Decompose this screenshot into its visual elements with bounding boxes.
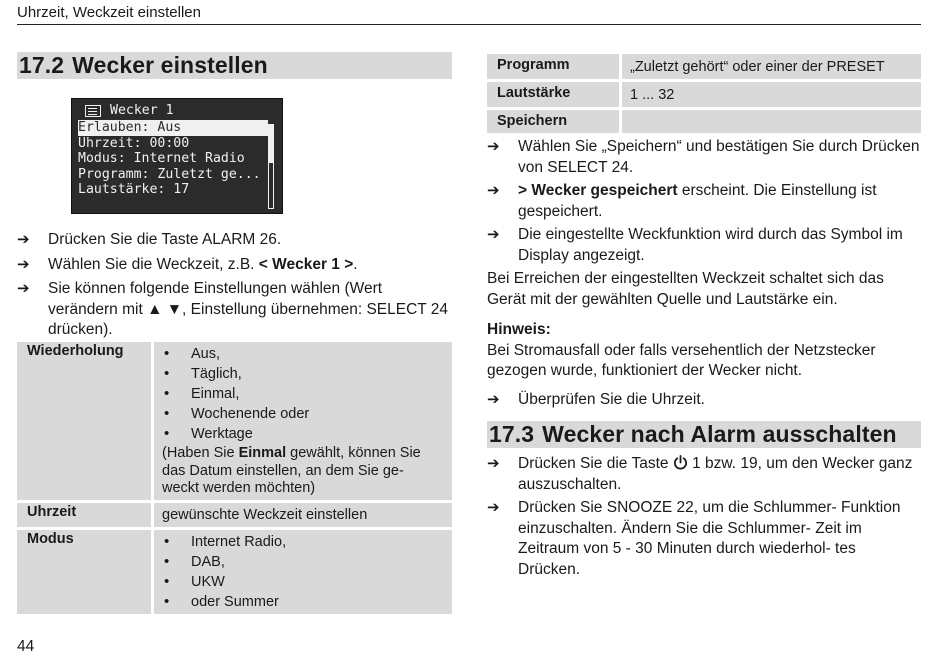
- table-row: [487, 54, 921, 79]
- arrow-right-icon: ➔: [487, 455, 500, 472]
- lcd-display: [71, 98, 283, 214]
- list-item: • Internet Radio,: [162, 532, 444, 552]
- list-item: • Wochenende oder: [162, 404, 444, 424]
- steps-list-17-3: [487, 454, 921, 580]
- step-text: Wählen Sie die Weckzeit, z.B.: [48, 255, 259, 273]
- step-text: Drücken Sie die Taste: [518, 455, 673, 472]
- section-title: [487, 421, 921, 448]
- note-text: gewählt, können Sie das Datum einstellen, an dem Sie ge- weckt werden möchten): [162, 445, 421, 496]
- hint-text: Bei Stromausfall oder falls versehentlich der Netzstecker gezogen wurde, funktioniert der Wecker nicht.: [487, 341, 876, 379]
- table-value: gewünschte Weckzeit einstellen: [151, 503, 452, 527]
- step-text: Sie können folgende Einstellungen wählen (Wert verändern mit ▲ ▼, Einstellung übernehmen: SELECT 24 drücken).: [48, 280, 449, 338]
- table-value: 1 ... 32: [619, 82, 921, 107]
- table-note: [162, 444, 444, 498]
- table-key: Uhrzeit: [17, 503, 151, 527]
- section-17-3: [487, 421, 921, 583]
- table-row: [487, 82, 921, 107]
- arrow-right-icon: ➔: [17, 280, 30, 297]
- step-item: [17, 230, 452, 251]
- step-text-bold: > Wecker gespeichert: [518, 182, 678, 199]
- lcd-title-row: [78, 101, 282, 120]
- lcd-line: Modus: Internet Radio: [78, 151, 245, 166]
- section-title-text: Wecker einstellen: [72, 52, 268, 78]
- arrow-right-icon: ➔: [487, 499, 500, 516]
- list-item: • UKW: [162, 572, 444, 592]
- steps-list-save: [487, 137, 921, 266]
- step-text: Wählen Sie „Speichern“ und bestätigen Sie durch Drücken von SELECT 24.: [518, 138, 920, 176]
- table-key: Speichern: [487, 110, 619, 133]
- steps-list-17-2: [17, 230, 452, 345]
- step-item: [17, 279, 452, 341]
- body-paragraph: Bei Erreichen der eingestellten Weckzeit schaltet sich das Gerät mit der gewählten Quelle und Lautstärke ein.: [487, 270, 884, 308]
- step-text: Die eingestellte Weckfunktion wird durch das Symbol im Display angezeigt.: [518, 226, 903, 264]
- menu-list-icon: [85, 105, 101, 117]
- step-item: [487, 498, 921, 580]
- list-item: • Täglich,: [162, 364, 444, 384]
- step-text: Drücken Sie SNOOZE 22, um die Schlummer- Funktion einzuschalten. Ändern Sie die Schlummer- Zeit im Zeitraum von 5 - 30 Minuten durch wiederhol- tes Drücken.: [518, 499, 901, 578]
- step-text: Überprüfen Sie die Uhrzeit.: [518, 390, 705, 408]
- table-row: [17, 342, 452, 500]
- step-item: [487, 225, 921, 266]
- table-row: [17, 503, 452, 527]
- page-number: 44: [17, 638, 35, 655]
- list-item: • DAB,: [162, 552, 444, 572]
- table-key: Lautstärke: [487, 82, 619, 107]
- arrow-right-icon: ➔: [487, 138, 500, 155]
- section-number: 17.3: [489, 421, 535, 447]
- section-number: 17.2: [19, 52, 65, 78]
- list-item: • Aus,: [162, 344, 444, 364]
- step-item: [487, 454, 921, 495]
- table-key: Modus: [17, 530, 151, 614]
- lcd-line-selected: Erlauben: Aus: [78, 120, 268, 136]
- step-text-bold: < Wecker 1 >: [258, 255, 354, 273]
- table-value: [619, 110, 921, 133]
- arrow-right-icon: ➔: [487, 182, 500, 199]
- table-key: Wiederholung: [17, 342, 151, 500]
- lcd-title: Wecker 1: [110, 102, 174, 118]
- section-17-2-header: [17, 52, 452, 79]
- step-text: .: [353, 255, 358, 273]
- list-item: • Werktage: [162, 424, 444, 444]
- section-title: [17, 52, 452, 79]
- step-item: [487, 137, 921, 178]
- settings-table: [17, 339, 452, 617]
- settings-table-continued: [487, 51, 921, 136]
- step-text: 1 bzw. 19, um den Wecker ganz auszuschalten.: [518, 455, 913, 493]
- table-value: [151, 530, 452, 614]
- lcd-line: Lautstärke: 17: [78, 182, 190, 197]
- step-item: [487, 181, 921, 222]
- step-item: [487, 390, 921, 411]
- table-value: „Zuletzt gehört“ oder einer der PRESET: [619, 54, 921, 79]
- right-body: [487, 137, 921, 413]
- arrow-right-icon: ➔: [17, 255, 30, 273]
- lcd-line: Uhrzeit: 00:00: [78, 135, 190, 151]
- arrow-right-icon: ➔: [487, 390, 500, 408]
- step-text: Drücken Sie die Taste ALARM 26.: [48, 231, 282, 248]
- table-value: [151, 342, 452, 500]
- power-icon: [673, 455, 688, 470]
- table-key: Programm: [487, 54, 619, 79]
- note-text: (Haben Sie: [162, 445, 239, 461]
- arrow-right-icon: ➔: [487, 226, 500, 243]
- steps-list-check: [487, 390, 921, 411]
- table-row: [487, 110, 921, 133]
- note-text-bold: Einmal: [238, 445, 287, 461]
- lcd-line: Programm: Zuletzt ge...: [78, 166, 261, 182]
- list-item: • Einmal,: [162, 384, 444, 404]
- list-item: • oder Summer: [162, 592, 444, 612]
- step-item: [17, 255, 452, 276]
- section-title-text: Wecker nach Alarm ausschalten: [542, 421, 897, 447]
- hint-heading: Hinweis:: [487, 321, 551, 338]
- arrow-right-icon: ➔: [17, 231, 30, 248]
- lcd-scrollbar: [268, 124, 274, 209]
- header-rule: [17, 24, 921, 25]
- step-text: erscheint. Die Einstellung ist gespeichert.: [518, 182, 877, 220]
- running-head: Uhrzeit, Weckzeit einstellen: [17, 4, 201, 21]
- table-row: [17, 530, 452, 614]
